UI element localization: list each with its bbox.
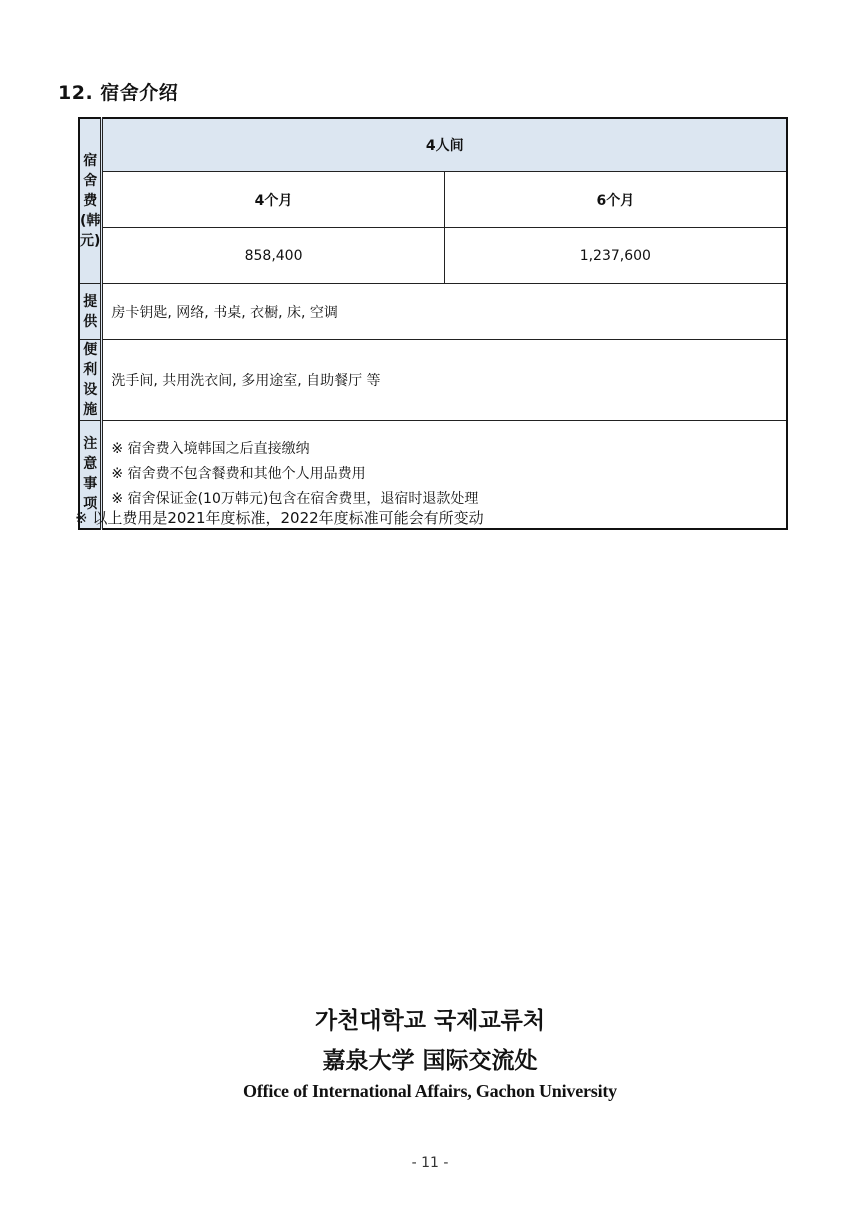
fee-label: 宿舍费 [83, 153, 98, 209]
notes-label: 注意事项 [79, 421, 102, 529]
facilities-text: 洗手间, 共用洗衣间, 多用途室, 自助餐厅 等 [102, 340, 787, 421]
note-line: ※ 宿舍保证金(10万韩元)包含在宿舍费里，退宿时退款处理 [111, 490, 479, 507]
chinese-office-name: 嘉泉大学 国际交流处 [322, 1047, 538, 1074]
table-row [79, 228, 787, 284]
table-row [79, 118, 787, 172]
footnote: ※ 以上费用是2021年度标准，2022年度标准可能会有所变动 [75, 509, 484, 527]
note-line: ※ 宿舍费入境韩国之后直接缴纳 [111, 440, 310, 457]
period-header-4-months: 4个月 [102, 172, 444, 228]
korean-office-name: 가천대학교 국제교류처 [314, 1008, 546, 1034]
note-line: ※ 宿舍费不包含餐费和其他个人用品费用 [111, 465, 366, 482]
table-row [79, 172, 787, 228]
page-number: - 11 - [411, 1155, 449, 1171]
price-6-months: 1,237,600 [444, 228, 787, 284]
fee-currency-label: (韩元) [80, 213, 101, 249]
english-office-name: Office of International Affairs, Gachon University [243, 1081, 617, 1101]
period-header-6-months: 6个月 [444, 172, 787, 228]
fee-label-cell [79, 118, 102, 284]
dormitory-table [78, 117, 788, 530]
price-4-months: 858,400 [102, 228, 444, 284]
table-row [79, 284, 787, 340]
room-type-header: 4人间 [102, 118, 787, 172]
facilities-label: 便利设施 [79, 340, 102, 421]
table-row [79, 340, 787, 421]
provided-label: 提供 [79, 284, 102, 340]
section-title: 12. 宿舍介绍 [58, 82, 179, 104]
provided-text: 房卡钥匙, 网络, 书桌, 衣橱, 床, 空调 [102, 284, 787, 340]
